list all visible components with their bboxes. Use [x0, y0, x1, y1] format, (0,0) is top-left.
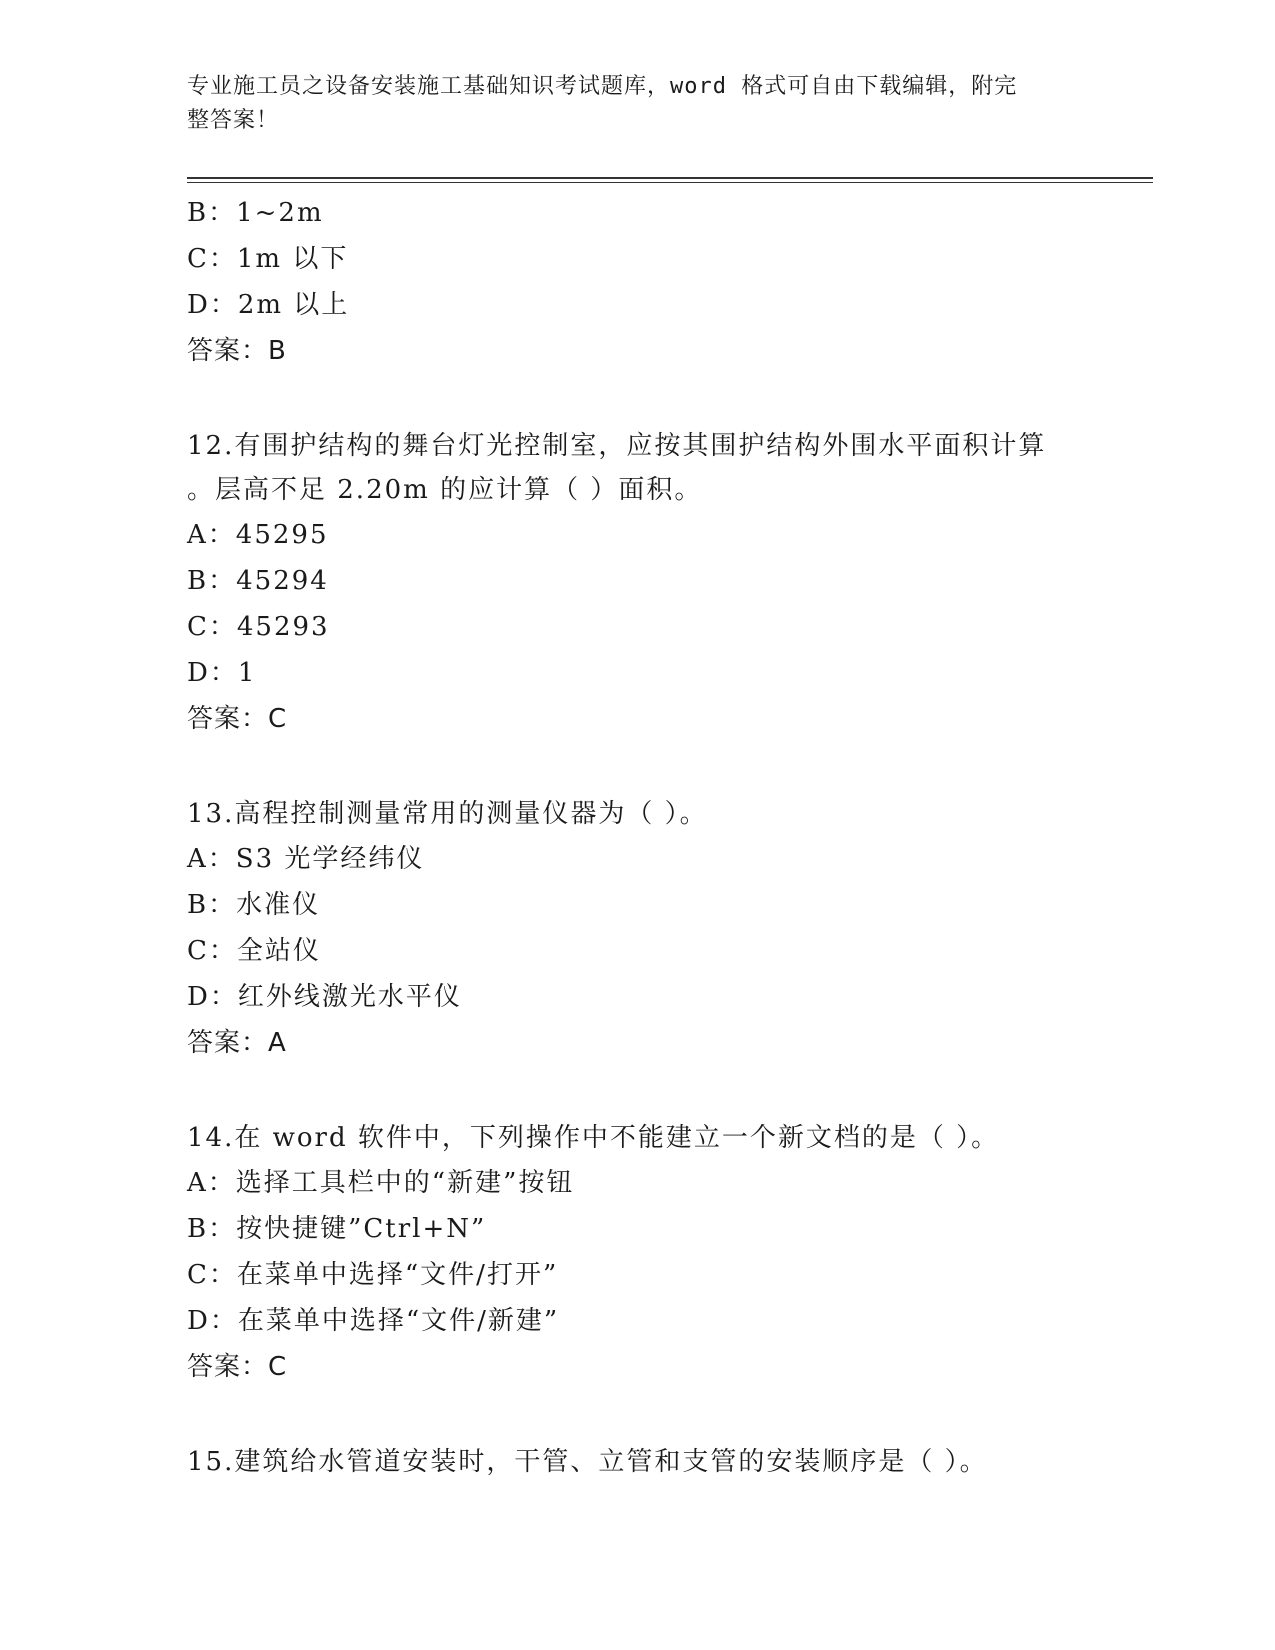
option-d: D：红外线激光水平仪	[187, 982, 462, 1012]
question-13	[187, 792, 1087, 1066]
option-d: D：1	[187, 658, 257, 688]
header-divider-thick	[187, 177, 1153, 179]
question-stem: 14.在 word 软件中，下列操作中不能建立一个新文档的是（ ）。	[187, 1123, 1000, 1153]
document-body	[187, 190, 1087, 1484]
option-b: B：水准仪	[187, 890, 321, 920]
answer-line: 答案：A	[187, 1028, 287, 1058]
header-divider-thin	[187, 182, 1153, 183]
question-stem: 12.有围护结构的舞台灯光控制室，应按其围护结构外围水平面积计算	[187, 431, 1047, 461]
option-c: C：1m 以下	[187, 244, 349, 274]
option-c: C：45293	[187, 612, 330, 642]
previous-question-tail	[187, 190, 1087, 374]
option-c: C：在菜单中选择“文件/打开”	[187, 1260, 559, 1290]
option-a: A：45295	[187, 520, 329, 550]
answer-line: 答案：B	[187, 336, 287, 366]
option-c: C：全站仪	[187, 936, 321, 966]
header-line-2: 整答案！	[187, 108, 280, 133]
option-b: B：1~2m	[187, 198, 324, 228]
option-b: B：45294	[187, 566, 329, 596]
document-header	[187, 70, 1067, 138]
question-12	[187, 424, 1087, 742]
option-d: D：在菜单中选择“文件/新建”	[187, 1306, 560, 1336]
header-line-1: 专业施工员之设备安装施工基础知识考试题库，word 格式可自由下载编辑，附完	[187, 74, 1018, 99]
question-stem: 。层高不足 2.20m 的应计算（ ）面积。	[187, 475, 703, 505]
option-b: B：按快捷键”Ctrl+N”	[187, 1214, 487, 1244]
question-stem: 15.建筑给水管道安装时，干管、立管和支管的安装顺序是（ ）。	[187, 1447, 988, 1477]
question-stem: 13.高程控制测量常用的测量仪器为（ ）。	[187, 799, 708, 829]
question-14	[187, 1116, 1087, 1390]
option-a: A：S3 光学经纬仪	[187, 844, 425, 874]
answer-line: 答案：C	[187, 1352, 288, 1382]
option-a: A：选择工具栏中的“新建”按钮	[187, 1168, 575, 1198]
question-15	[187, 1440, 1087, 1484]
answer-line: 答案：C	[187, 704, 288, 734]
option-d: D：2m 以上	[187, 290, 350, 320]
